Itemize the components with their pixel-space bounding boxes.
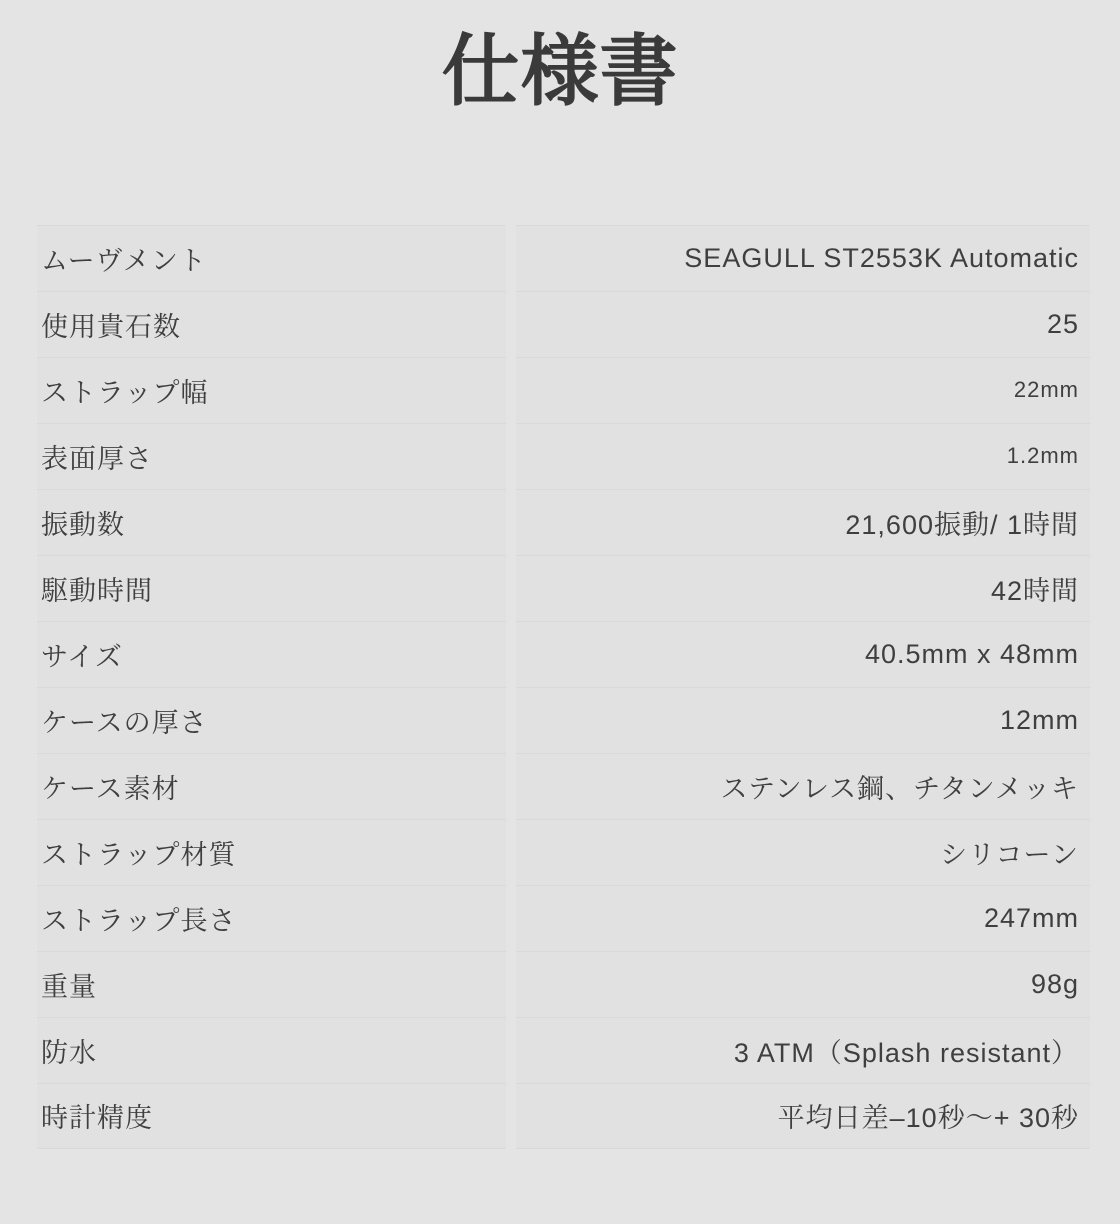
spec-label: サイズ bbox=[37, 621, 506, 687]
spec-value: 平均日差–10秒〜+ 30秒 bbox=[516, 1083, 1090, 1149]
table-row bbox=[37, 225, 1090, 291]
table-row bbox=[37, 885, 1090, 951]
spec-label: ムーヴメント bbox=[37, 225, 506, 291]
spec-value: 98g bbox=[516, 951, 1090, 1017]
spec-label: 駆動時間 bbox=[37, 555, 506, 621]
table-row bbox=[37, 621, 1090, 687]
spec-label: ストラップ幅 bbox=[37, 357, 506, 423]
table-row bbox=[37, 357, 1090, 423]
spec-value: 3 ATM（Splash resistant） bbox=[516, 1017, 1090, 1083]
spec-value: SEAGULL ST2553K Automatic bbox=[516, 225, 1090, 291]
spec-table bbox=[27, 225, 1100, 1149]
spec-label: ケース素材 bbox=[37, 753, 506, 819]
spec-value: ステンレス鋼、チタンメッキ bbox=[516, 753, 1090, 819]
spec-value: 247mm bbox=[516, 885, 1090, 951]
spec-table-body bbox=[37, 225, 1090, 1149]
spec-value: 21,600振動/ 1時間 bbox=[516, 489, 1090, 555]
spec-label: ストラップ長さ bbox=[37, 885, 506, 951]
spec-value: 40.5mm x 48mm bbox=[516, 621, 1090, 687]
spec-label: ケースの厚さ bbox=[37, 687, 506, 753]
spec-label: 使用貴石数 bbox=[37, 291, 506, 357]
table-row bbox=[37, 753, 1090, 819]
spec-label: 表面厚さ bbox=[37, 423, 506, 489]
spec-value: シリコーン bbox=[516, 819, 1090, 885]
table-row bbox=[37, 1083, 1090, 1149]
spec-value: 22mm bbox=[516, 357, 1090, 423]
spec-value: 1.2mm bbox=[516, 423, 1090, 489]
table-row bbox=[37, 819, 1090, 885]
page-title: 仕様書 bbox=[441, 27, 679, 115]
spec-value: 25 bbox=[516, 291, 1090, 357]
table-row bbox=[37, 423, 1090, 489]
table-row bbox=[37, 555, 1090, 621]
spec-value: 12mm bbox=[516, 687, 1090, 753]
table-row bbox=[37, 951, 1090, 1017]
table-row bbox=[37, 291, 1090, 357]
spec-label: ストラップ材質 bbox=[37, 819, 506, 885]
table-row bbox=[37, 1017, 1090, 1083]
spec-label: 防水 bbox=[37, 1017, 506, 1083]
spec-label: 重量 bbox=[37, 951, 506, 1017]
spec-value: 42時間 bbox=[516, 555, 1090, 621]
spec-label: 時計精度 bbox=[37, 1083, 506, 1149]
spec-label: 振動数 bbox=[37, 489, 506, 555]
table-row bbox=[37, 489, 1090, 555]
table-row bbox=[37, 687, 1090, 753]
